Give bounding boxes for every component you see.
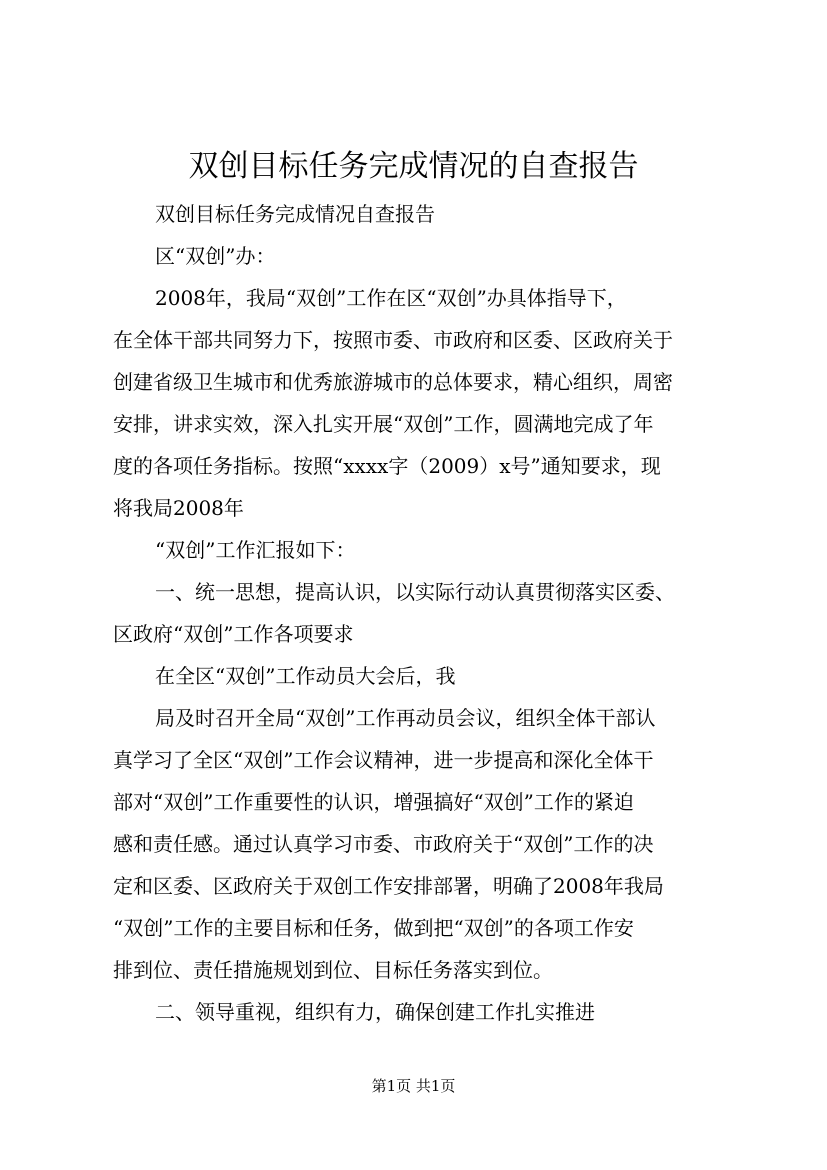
section-heading-line: 二、领导重视，组织有力，确保创建工作扎实推进: [155, 1000, 595, 1024]
body-line: 将我局2008年: [113, 496, 244, 520]
salutation-line: 区“双创”办：: [155, 244, 276, 268]
subtitle-line: 双创目标任务完成情况自查报告: [155, 202, 435, 226]
body-line: 2008年，我局“双创”工作在区“双创”办具体指导下，: [155, 286, 627, 310]
body-line: 感和责任感。通过认真学习市委、市政府关于“双创”工作的决: [113, 832, 654, 856]
section-heading-line: 一、统一思想，提高认识，以实际行动认真贯彻落实区委、: [155, 580, 675, 604]
body-line: “双创”工作的主要目标和任务，做到把“双创”的各项工作安: [113, 916, 634, 940]
page-number: 第1页 共1页: [371, 1077, 456, 1095]
body-line: 创建省级卫生城市和优秀旅游城市的总体要求，精心组织，周密: [113, 370, 673, 394]
body-line: 定和区委、区政府关于双创工作安排部署，明确了2008年我局: [113, 874, 664, 898]
body-line: 度的各项任务指标。按照“xxxx字（2009）x号”通知要求，现: [113, 454, 661, 478]
body-line: 真学习了全区“双创”工作会议精神，进一步提高和深化全体干: [113, 748, 654, 772]
body-line: 在全区“双创”工作动员大会后，我: [155, 664, 456, 688]
body-line: “双创”工作汇报如下：: [155, 538, 356, 562]
body-line: 在全体干部共同努力下，按照市委、市政府和区委、区政府关于: [113, 328, 673, 352]
body-line: 局及时召开全局“双创”工作再动员会议，组织全体干部认: [155, 706, 656, 730]
body-line: 部对“双创”工作重要性的认识，增强搞好“双创”工作的紧迫: [113, 790, 634, 814]
body-line: 安排，讲求实效，深入扎实开展“双创”工作，圆满地完成了年: [113, 412, 654, 436]
section-heading-line: 区政府“双创”工作各项要求: [113, 622, 354, 646]
document-title: 双创目标任务完成情况的自查报告: [188, 149, 639, 184]
body-line: 排到位、责任措施规划到位、目标任务落实到位。: [113, 958, 553, 982]
